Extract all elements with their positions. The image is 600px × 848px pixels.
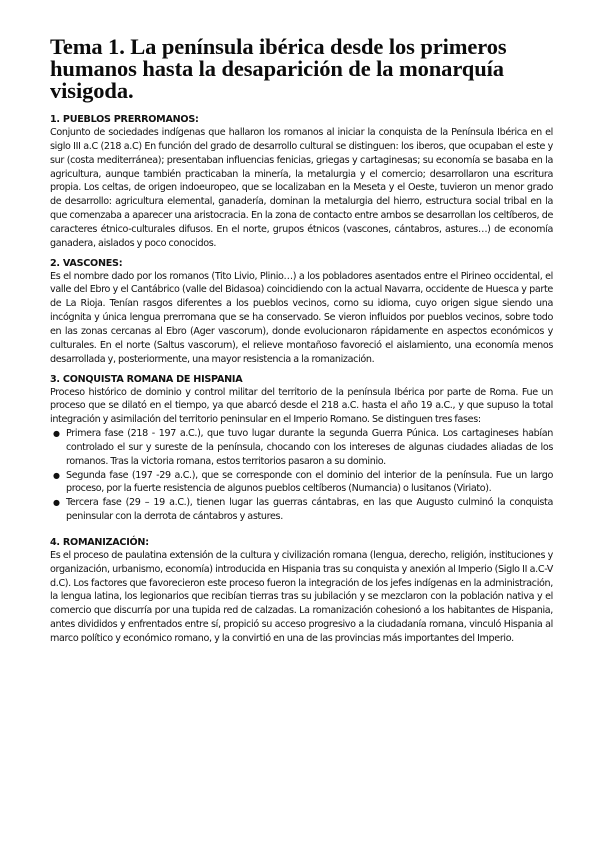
section-heading: 3. CONQUISTA ROMANA DE HISPANIA bbox=[50, 373, 243, 385]
section-heading: 1. PUEBLOS PRERROMANOS: bbox=[50, 114, 199, 125]
document-title: Tema 1. La península ibérica desde los primeros humanos hasta la desaparición de la monarquía visigoda. bbox=[50, 34, 507, 103]
section-heading: 4. ROMANIZACIÓN: bbox=[50, 536, 149, 548]
section-paragraph: Es el nombre dado por los romanos (Tito Livio, Plinio…) a los pobladores asentados entre el Pirineo occidental, el valle del Ebro y el Cantábrico (valle del Bidasoa) coincidiendo con la actual Navarra, occidente de Huesca y parte de La Rioja. Tenían rasgos diferentes a los pueblos vecinos, como su idioma, cuyo origen sigue siendo una incógnita y única lengua prerromana que se ha conservado. Se vieron influidos por pueblos vecinos, sobre todo en las zonas cercanas al Ebro (Ager vascorum), donde evolucionaron rápidamente en aspectos económicos y culturales. En el norte (Saltus vascorum), el relieve montañoso favoreció el aislamiento, una economía menos desarrollada y, posteriormente, una mayor resistencia a la romanización. bbox=[50, 270, 553, 365]
list-item bbox=[50, 496, 553, 524]
section-conquista-romana bbox=[50, 373, 553, 524]
list-item-text: Primera fase (218 - 197 a.C.), que tuvo lugar durante la segunda Guerra Púnica. Los cartagineses habían controlado el sur y sureste de la península, chocando con los intereses de algunas ciudades aliadas de los romanos. Tras la victoria romana, estos territorios pasaron a su dominio. bbox=[66, 428, 553, 467]
section-vascones bbox=[50, 257, 553, 367]
section-paragraph: Proceso histórico de dominio y control militar del territorio de la península Ibérica por parte de Roma. Fue un proceso que se dilató en el tiempo, ya que abarcó desde el 218 a.C. hasta el año 19 a.C., y que supuso la total integración y asimilación del territorio peninsular en el Imperio Romano. Se distinguen tres fases: bbox=[50, 386, 553, 426]
section-heading: 2. VASCONES: bbox=[50, 257, 123, 269]
bullet-icon: ● bbox=[53, 470, 60, 480]
section-pueblos-prerromanos bbox=[50, 113, 553, 251]
section-romanizacion bbox=[50, 536, 553, 646]
list-item-text: Tercera fase (29 – 19 a.C.), tienen lugar las guerras cántabras, en las que Augusto culminó la conquista peninsular con la derrota de cántabros y astures. bbox=[66, 497, 553, 523]
bullet-icon: ● bbox=[53, 498, 60, 508]
section-paragraph: Es el proceso de paulatina extensión de la cultura y civilización romana (lengua, derecho, religión, instituciones y organización, urbanismo, economía) introducida en Hispania tras su conquista y anexión al Imperio (Siglo II a.C-V d.C). Los factores que favorecieron este proceso fueron la integración de los jefes indígenas en la administración, la lengua latina, los legionarios que recibían tierras tras su jubilación y se mezclaron con la población nativa y el comercio que discurría por una tupida red de calzadas. La romanización cohesionó a los habitantes de Hispania, antes divididos y enfrentados entre sí, propició su acceso progresivo a la ciudadanía romana, vinculó Hispania al marco político y económico romano, y la convirtió en una de las provincias más importantes del Imperio. bbox=[50, 549, 553, 644]
list-item bbox=[50, 469, 553, 497]
document-page bbox=[50, 36, 553, 652]
phases-list bbox=[50, 427, 553, 524]
list-item-text: Segunda fase (197 -29 a.C.), que se corresponde con el dominio del interior de la península. Fue un largo proceso, por la fuerte resistencia de algunos pueblos celtíberos (Numancia) o lusitanos (Viriato). bbox=[66, 469, 553, 495]
bullet-icon: ● bbox=[53, 429, 60, 439]
list-item bbox=[50, 427, 553, 469]
section-paragraph: Conjunto de sociedades indígenas que hallaron los romanos al iniciar la conquista de la Península Ibérica en el siglo III a.C (218 a.C) En función del grado de desarrollo cultural se distinguen: los iberos, que ocupaban el este y sur (costa mediterránea); presentaban influencias fenicias, griegas y cartaginesas; su economía se basaba en la agricultura, aunque también practicaban la minería, la metalurgia y el comercio; desarrollaron una escritura propia. Los celtas, de origen indoeuropeo, que se localizaban en la Meseta y el Oeste, tuvieron un menor grado de desarrollo: agricultura elemental, ganadería, dominan la metalurgia del hierro, estructura social tribal en la que comenzaba a aparecer una aristocracia. En la zona de contacto entre ambos se desarrollan los celtíberos, de caracteres étnico-culturales difusos. En el norte, grupos étnicos (vascones, cántabros, astures…) de economía ganadera, aislados y poco conocidos. bbox=[50, 127, 553, 249]
